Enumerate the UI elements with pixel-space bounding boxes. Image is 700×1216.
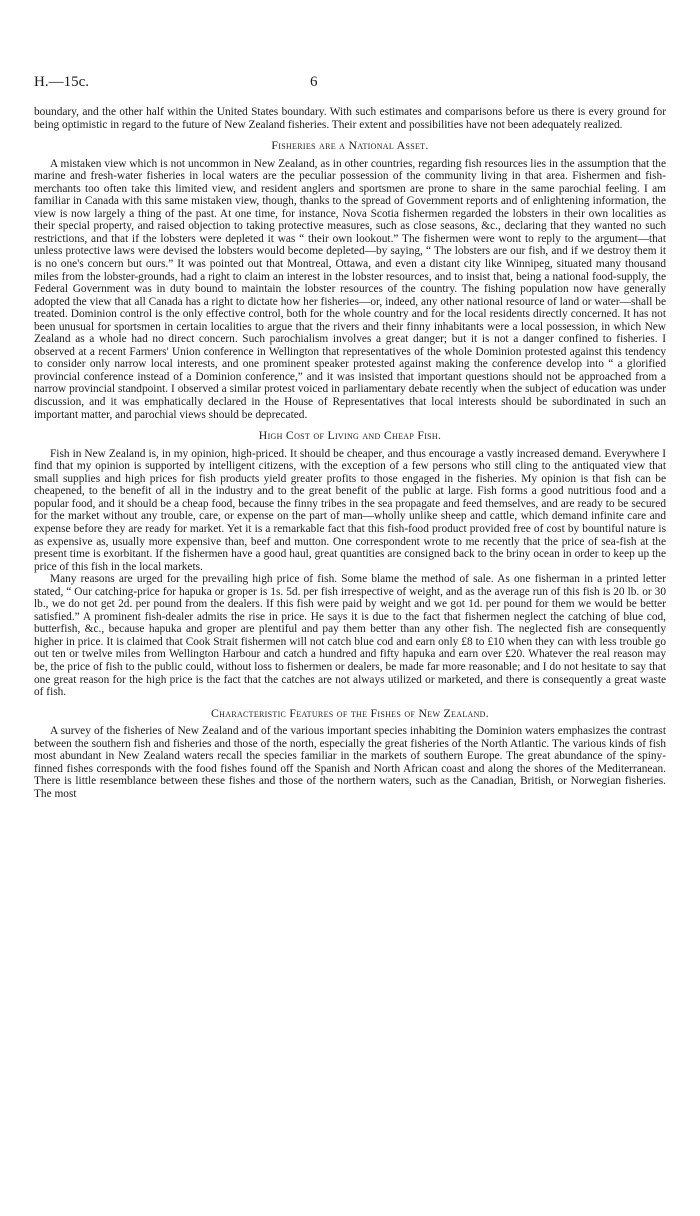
high-cost-paragraph-2: Many reasons are urged for the prevailing high price of fish. Some blame the method of sale. As one fisherman in a printed letter stated, “ Our catching-price for hapuka or groper is 1s. 5d. per fish irrespective of weight, and as the average run of this fish is 20 lb. or 30 lb., we do not get 2d. per pound from the dealers. If this fish were paid by weight and we got 1d. per pound for them we would be better satisfied.” A prominent fish-dealer admits the rise in price. He says it is due to the fact that fishermen neglect the catching of blue cod, butterfish, &c., because hapuka and groper are plentiful and pay them better than any other fish. The neglected fish are consequently higher in price. It is claimed that Cook Strait fishermen will not catch blue cod and earn only £8 to £10 when they can with less trouble go out ten or twelve miles from Wellington Harbour and catch a hundred and fifty hapuka and earn over £20. Whatever the real reason may be, the price of fish to the public could, without loss to fishermen or dealers, be made far more reasonable; and I do not hesitate to say that one great reason for the high price is the fact that the catches are not always utilized or marketed, and there is consequently a great waste of fish. <box>34 573 666 699</box>
high-cost-paragraph-1: Fish in New Zealand is, in my opinion, high-priced. It should be cheaper, and thus encourage a vastly increased demand. Everywhere I find that my opinion is supported by intelligent citizens, with the exception of a few persons who still cling to the antiquated view that small supplies and high prices for fish products yield greater profits to those engaged in the fisheries. My opinion is that fish can be cheapened, to the benefit of all in the industry and to the great benefit of the public at large. Fish forms a good nutritious food and a popular food, and it should be a cheap food, because the finny tribes in the sea propagate and feed themselves, and are ready to be secured for the market without any trouble, care, or expense on the part of man—wholly unlike sheep and cattle, which demand infinite care and expense before they are ready for market. Yet it is a remarkable fact that this fish-food product provided free of cost by bountiful nature is as expensive as, usually more expensive than, beef and mutton. One correspondent wrote to me recently that the price of sea-fish at the present time is exorbitant. If the fishermen have a good haul, great quantities are consigned back to the briny ocean in order to keep up the price of this fish in the local markets. <box>34 447 666 573</box>
document-reference: H.—15c. <box>34 74 89 90</box>
section-heading-characteristic-features: Characteristic Features of the Fishes of New Zealand. <box>211 705 489 720</box>
section-heading-high-cost: High Cost of Living and Cheap Fish. <box>258 428 442 443</box>
page-number: 6 <box>310 74 318 90</box>
intro-paragraph: boundary, and the other half within the United States boundary. With such estimates and comparisons before us there is every ground for being optimistic in regard to the future of New Zealand fisheries. Their extent and possibilities have not been adequately realized. <box>34 106 666 131</box>
page-header <box>34 74 666 94</box>
national-asset-paragraph: A mistaken view which is not uncommon in New Zealand, as in other countries, regarding fish resources lies in the assumption that the marine and fresh-water fisheries in local waters are the peculiar possession of the community living in that area. Fishermen and fish-merchants too often take this limited view, and resident anglers and sportsmen are prone to share in the same parochial feeling. I am familiar in Canada with this same mistaken view, though, thanks to the spread of Government reports and of enlightening information, the view is now largely a thing of the past. At one time, for instance, Nova Scotia fishermen regarded the lobsters in their own localities as their special property, and raised objection to taking protective measures, such as close seasons, &c., declaring that they wanted no such restrictions, and that if the lobsters were depleted it was “ their own lookout.” The fishermen were wont to reply to the argument—that unless protective laws were devised the lobsters would become depleted—by saying, “ The lobsters are our fish, and if we destroy them it is no one's concern but ours.” It was pointed out that Montreal, Ottawa, and even a distant city like Winnipeg, situated many thousand miles from the lobster-grounds, had a right to claim an interest in the lobster resources, and to insist that, being a national food-supply, the Federal Government was in duty bound to maintain the lobster resources of the country. The fishing population now have generally adopted the view that all Canada has a right to dictate how her fisheries—or, indeed, any other national resource of land or water—shall be treated. Dominion control is the only effective control, both for the whole country and for the local residents directly concerned. It has not been unusual for sportsmen in certain localities to argue that the rivers and their finny inhabitants were a local possession, in which New Zealand as a whole had no direct concern. Such parochialism involves a great danger; but it is not a danger confined to fisheries. I observed at a recent Farmers' Union conference in Wellington that representatives of the whole Dominion protested against this tendency to consider only narrow local interests, and one prominent speaker protested against making the conference develop into “ a glorified provincial conference instead of a Dominion conference,” and it was insisted that important questions should not be approached from a narrow provincial standpoint. I observed a similar protest voiced in parliamentary debate recently when the subject of education was under discussion, and it was emphatically declared in the House of Representatives that local interests should be subordinated in such an important matter, and parochial views should be deprecated. <box>34 157 666 421</box>
characteristic-features-paragraph: A survey of the fisheries of New Zealand and of the various important species inhabiting the Dominion waters emphasizes the contrast between the southern fish and fisheries and those of the north, especially the great fisheries of the North Atlantic. The various kinds of fish most abundant in New Zealand waters recall the species familiar in the markets of southern Europe. The great abundance of the spiny-finned fishes corresponds with the food fishes found off the Spanish and North African coast and along the shores of the Mediterranean. There is little resemblance between these fishes and those of the northern waters, such as the Canadian, British, or Norwegian fisheries. The most <box>34 725 666 800</box>
section-heading-national-asset: Fisheries are a National Asset. <box>271 138 429 153</box>
document-body <box>34 106 666 800</box>
